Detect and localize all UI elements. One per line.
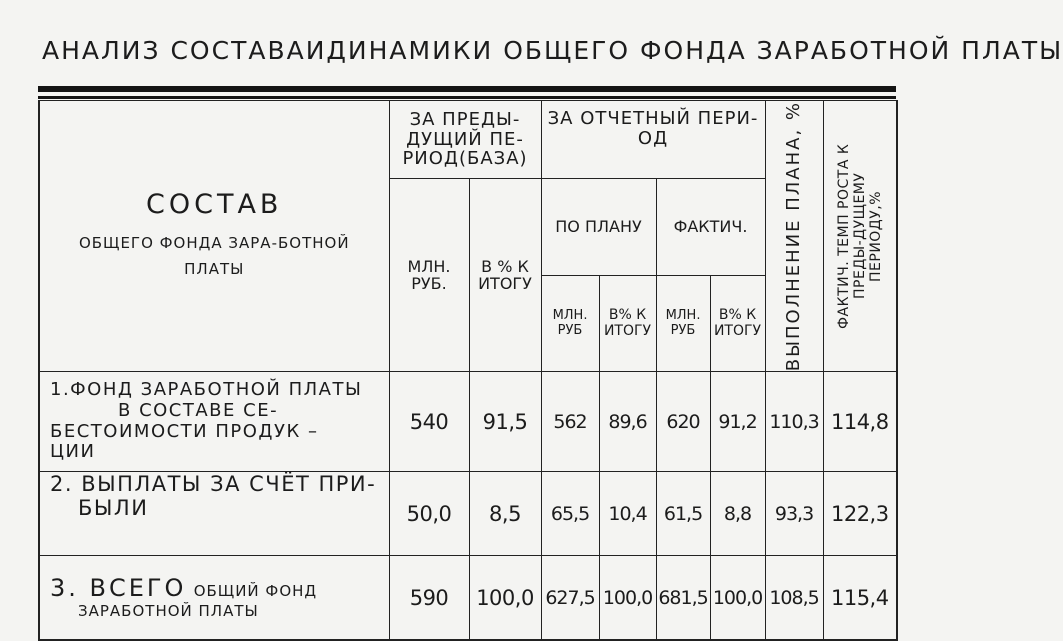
plan-mln-cell: 65,5	[541, 472, 599, 556]
growth-rate-header	[823, 101, 897, 372]
table-row	[39, 472, 897, 556]
wage-fund-table	[38, 100, 898, 641]
plan-pct-cell: 100,0	[599, 556, 656, 640]
actual-mln-cell: 61,5	[656, 472, 710, 556]
top-rule-thin	[38, 96, 896, 99]
row-label-line: ОБЩИЙ ФОНД	[193, 582, 318, 601]
composition-header	[39, 101, 389, 372]
plan-pct-cell: 89,6	[599, 372, 656, 472]
table-row	[39, 372, 897, 472]
row-label	[39, 556, 389, 640]
plan-mln-header: МЛН. РУБ	[541, 276, 599, 372]
row-label-line: 1.ФОНД ЗАРАБОТНОЙ ПЛАТЫ	[50, 379, 363, 401]
row-label-line: 3. ВСЕГО	[50, 574, 187, 603]
fulfillment-cell: 93,3	[765, 472, 823, 556]
table-row	[39, 556, 897, 640]
actual-pct-cell: 91,2	[710, 372, 765, 472]
fulfillment-cell: 108,5	[765, 556, 823, 640]
prev-pct-cell: 100,0	[469, 556, 541, 640]
plan-mln-cell: 627,5	[541, 556, 599, 640]
fulfillment-cell: 110,3	[765, 372, 823, 472]
previous-period-header: ЗА ПРЕДЫ-ДУЩИЙ ПЕ-РИОД(БАЗА)	[389, 101, 541, 179]
prev-pct-cell: 8,5	[469, 472, 541, 556]
row-label-line: БЕСТОИМОСТИ ПРОДУК –	[50, 420, 319, 442]
composition-title: СОСТАВ	[146, 188, 283, 220]
prev-mln-cell: 590	[389, 556, 469, 640]
row-label	[39, 372, 389, 472]
prev-mln-header: МЛН. РУБ.	[389, 179, 469, 372]
page-title: АНАЛИЗ СОСТАВАИДИНАМИКИ ОБЩЕГО ФОНДА ЗАРАБОТНОЙ ПЛАТЫ	[42, 36, 1063, 65]
composition-subtitle: ОБЩЕГО ФОНДА ЗАРА-БОТНОЙ ПЛАТЫ	[78, 234, 350, 278]
actual-mln-cell: 620	[656, 372, 710, 472]
plan-header: ПО ПЛАНУ	[541, 179, 656, 276]
row-label-line: ЦИИ	[50, 441, 96, 463]
reporting-period-header: ЗА ОТЧЕТНЫЙ ПЕРИ-ОД	[541, 101, 765, 179]
row-label-line: БЫЛИ	[78, 496, 149, 521]
plan-fulfillment-header	[765, 101, 823, 372]
growth-cell: 115,4	[823, 556, 897, 640]
actual-mln-header: МЛН. РУБ	[656, 276, 710, 372]
prev-pct-cell: 91,5	[469, 372, 541, 472]
actual-pct-cell: 8,8	[710, 472, 765, 556]
row-label-line: 2. ВЫПЛАТЫ ЗА СЧЁТ ПРИ-	[50, 472, 377, 497]
plan-pct-cell: 10,4	[599, 472, 656, 556]
top-rule-thick	[38, 86, 896, 92]
prev-mln-cell: 540	[389, 372, 469, 472]
row-label-line: В СОСТАВЕ СЕ-	[118, 400, 279, 422]
growth-cell: 114,8	[823, 372, 897, 472]
actual-header: ФАКТИЧ.	[656, 179, 765, 276]
growth-rate-label: ФАКТИЧ. ТЕМП РОСТА К ПРЕДЫ-ДУЩЕМУ ПЕРИОДУ,%	[835, 143, 884, 329]
growth-cell: 122,3	[823, 472, 897, 556]
plan-pct-header: В% К ИТОГУ	[599, 276, 656, 372]
prev-pct-header: В % К ИТОГУ	[469, 179, 541, 372]
actual-pct-cell: 100,0	[710, 556, 765, 640]
row-label	[39, 472, 389, 556]
prev-mln-cell: 50,0	[389, 472, 469, 556]
actual-pct-header: В% К ИТОГУ	[710, 276, 765, 372]
row-label-line: ЗАРАБОТНОЙ ПЛАТЫ	[78, 601, 259, 620]
actual-mln-cell: 681,5	[656, 556, 710, 640]
plan-fulfillment-label: ВЫПОЛНЕНИЕ ПЛАНА, %	[783, 101, 805, 372]
plan-mln-cell: 562	[541, 372, 599, 472]
